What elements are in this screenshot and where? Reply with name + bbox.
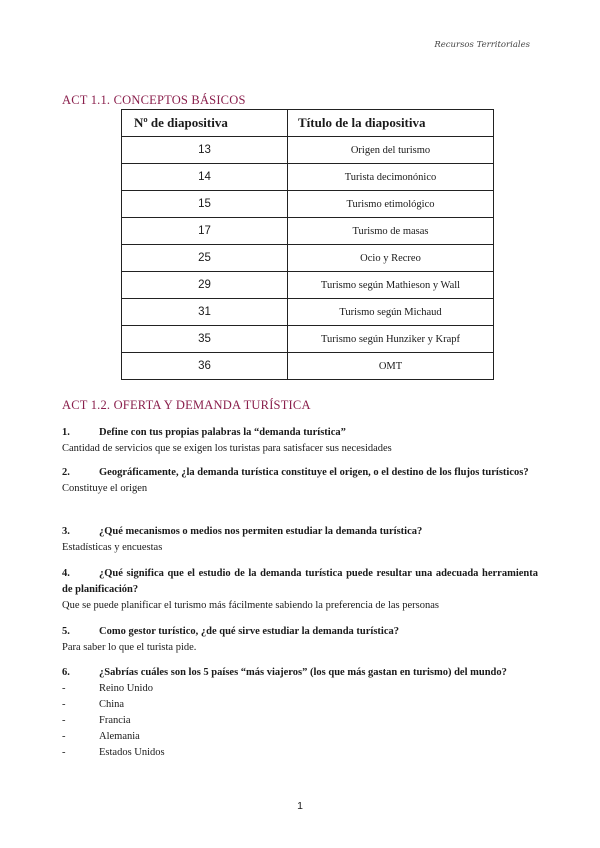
question-block-5 xyxy=(62,624,538,656)
slide-number-cell: 36 xyxy=(122,353,288,380)
question-block-2 xyxy=(62,465,538,497)
section-title-conceptos: ACT 1.1. CONCEPTOS BÁSICOS xyxy=(62,93,246,107)
answer-text: Cantidad de servicios que se exigen los turistas para satisfacer sus necesidades xyxy=(62,443,392,454)
column-header-number: Nº de diapositiva xyxy=(122,110,288,137)
question-text: 5. Como gestor turístico, ¿de qué sirve estudiar la demanda turística? xyxy=(62,626,400,637)
slide-number-cell: 17 xyxy=(122,218,288,245)
answer-text: Que se puede planificar el turismo más fácilmente sabiendo la preferencia de las personas xyxy=(62,600,439,611)
answer-text: Constituye el origen xyxy=(62,483,148,494)
slide-title-cell: Turismo según Michaud xyxy=(288,299,494,326)
question-text: 2. Geográficamente, ¿la demanda turística constituye el origen, o el destino de los flujos turísticos? xyxy=(62,467,529,478)
slide-number-cell: 13 xyxy=(122,137,288,164)
table-row xyxy=(122,137,494,164)
slide-number-cell: 15 xyxy=(122,191,288,218)
slide-number-cell: 31 xyxy=(122,299,288,326)
list-item: - China xyxy=(62,697,538,713)
table-row xyxy=(122,245,494,272)
list-item: - Francia xyxy=(62,713,538,729)
question-text: 4. ¿Qué significa que el estudio de la demanda turística puede resultar una adecuada herramienta de planificación? xyxy=(62,568,538,595)
table-header-row xyxy=(122,110,494,137)
page-header: Recursos Territoriales xyxy=(434,40,530,50)
slide-title-cell: Origen del turismo xyxy=(288,137,494,164)
question-text: 6. ¿Sabrías cuáles son los 5 países “más viajeros” (los que más gastan en turismo) del mundo? xyxy=(62,667,507,678)
question-text: 1. Define con tus propias palabras la “demanda turística” xyxy=(62,427,346,438)
question-block-4 xyxy=(62,566,538,614)
table-row xyxy=(122,353,494,380)
table-row xyxy=(122,164,494,191)
slide-title-cell: Turismo según Hunziker y Krapf xyxy=(288,326,494,353)
page-number: 1 xyxy=(297,800,303,812)
slide-number-cell: 35 xyxy=(122,326,288,353)
table-row xyxy=(122,326,494,353)
slides-table xyxy=(121,109,494,380)
table-row xyxy=(122,218,494,245)
question-text: 3. ¿Qué mecanismos o medios nos permiten estudiar la demanda turística? xyxy=(62,526,423,537)
question-block-6 xyxy=(62,665,538,761)
slide-number-cell: 25 xyxy=(122,245,288,272)
table-row xyxy=(122,299,494,326)
question-block-1 xyxy=(62,425,538,457)
question-block-3 xyxy=(62,524,538,556)
slide-title-cell: Turismo de masas xyxy=(288,218,494,245)
slide-title-cell: Turismo etimológico xyxy=(288,191,494,218)
slide-title-cell: Ocio y Recreo xyxy=(288,245,494,272)
slide-number-cell: 29 xyxy=(122,272,288,299)
column-header-title: Título de la diapositiva xyxy=(288,110,494,137)
answer-text: Para saber lo que el turista pide. xyxy=(62,642,197,653)
table-row xyxy=(122,191,494,218)
list-item: - Reino Unido xyxy=(62,681,538,697)
list-item: - Alemania xyxy=(62,729,538,745)
answer-text: Estadísticas y encuestas xyxy=(62,542,163,553)
slide-title-cell: OMT xyxy=(288,353,494,380)
slide-title-cell: Turista decimonónico xyxy=(288,164,494,191)
table-row xyxy=(122,272,494,299)
section-title-oferta-demanda: ACT 1.2. OFERTA Y DEMANDA TURÍSTICA xyxy=(62,398,311,412)
list-item: - Estados Unidos xyxy=(62,745,538,761)
slide-title-cell: Turismo según Mathieson y Wall xyxy=(288,272,494,299)
slide-number-cell: 14 xyxy=(122,164,288,191)
countries-list xyxy=(62,681,538,761)
